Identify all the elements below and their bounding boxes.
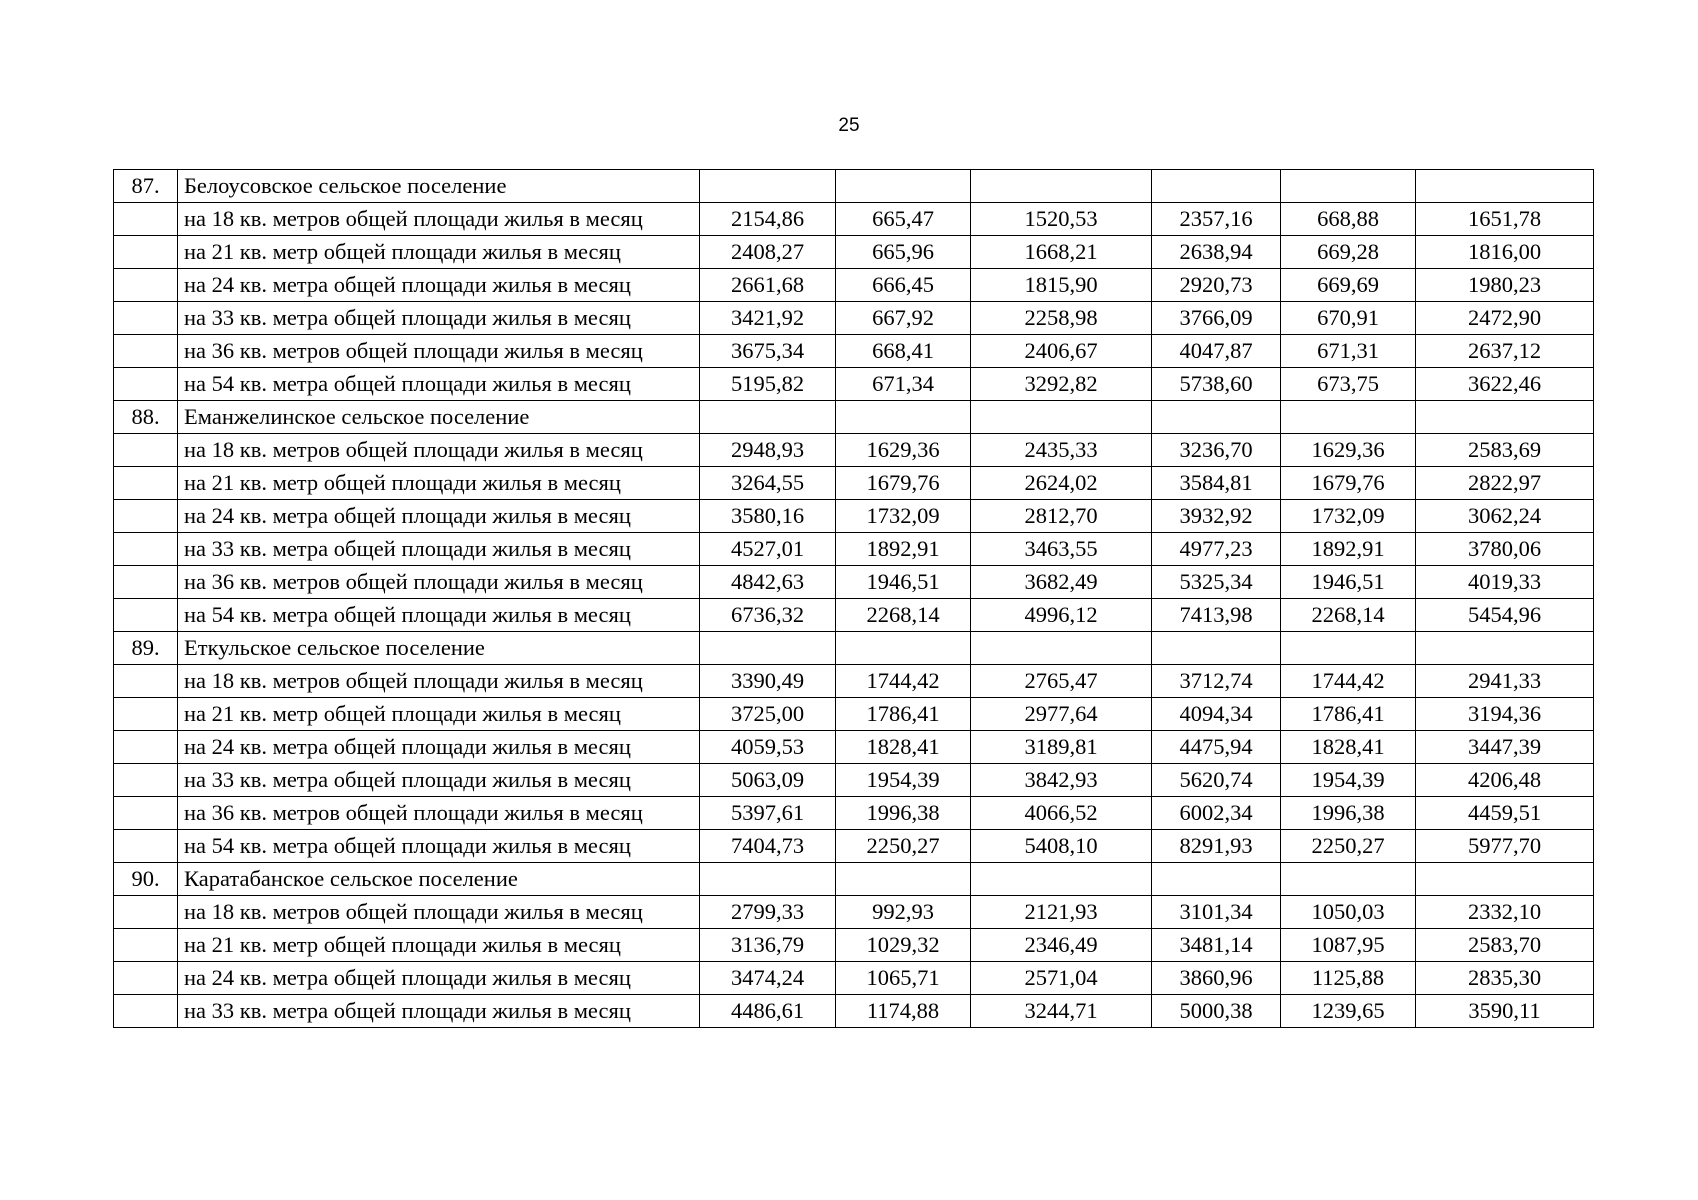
value-cell: 3292,82	[971, 368, 1152, 401]
row-label: на 33 кв. метра общей площади жилья в месяц	[178, 302, 700, 335]
value-cell: 3682,49	[971, 566, 1152, 599]
value-cell: 1679,76	[1281, 467, 1416, 500]
value-cell: 1946,51	[1281, 566, 1416, 599]
section-number: 87.	[114, 170, 178, 203]
value-cell: 3622,46	[1416, 368, 1594, 401]
row-label: на 54 кв. метра общей площади жилья в месяц	[178, 599, 700, 632]
table-row	[114, 962, 1594, 995]
empty-cell	[836, 401, 971, 434]
value-cell: 8291,93	[1152, 830, 1281, 863]
empty-number-cell	[114, 236, 178, 269]
value-cell: 2812,70	[971, 500, 1152, 533]
value-cell: 665,96	[836, 236, 971, 269]
value-cell: 1065,71	[836, 962, 971, 995]
empty-number-cell	[114, 995, 178, 1028]
value-cell: 3447,39	[1416, 731, 1594, 764]
value-cell: 3860,96	[1152, 962, 1281, 995]
table-row	[114, 203, 1594, 236]
tariff-table-body	[114, 170, 1594, 1028]
value-cell: 3725,00	[700, 698, 836, 731]
value-cell: 2268,14	[836, 599, 971, 632]
value-cell: 5977,70	[1416, 830, 1594, 863]
value-cell: 3481,14	[1152, 929, 1281, 962]
value-cell: 2977,64	[971, 698, 1152, 731]
value-cell: 3712,74	[1152, 665, 1281, 698]
table-row	[114, 566, 1594, 599]
section-number: 88.	[114, 401, 178, 434]
row-label: на 36 кв. метров общей площади жилья в месяц	[178, 335, 700, 368]
table-row	[114, 302, 1594, 335]
empty-cell	[836, 632, 971, 665]
empty-cell	[1152, 863, 1281, 896]
row-label: на 54 кв. метра общей площади жилья в месяц	[178, 830, 700, 863]
value-cell: 666,45	[836, 269, 971, 302]
value-cell: 4996,12	[971, 599, 1152, 632]
value-cell: 2332,10	[1416, 896, 1594, 929]
empty-cell	[1416, 401, 1594, 434]
value-cell: 1892,91	[1281, 533, 1416, 566]
value-cell: 2357,16	[1152, 203, 1281, 236]
settlement-name: Каратабанское сельское поселение	[178, 863, 700, 896]
table-row	[114, 665, 1594, 698]
value-cell: 2583,69	[1416, 434, 1594, 467]
value-cell: 4486,61	[700, 995, 836, 1028]
value-cell: 4019,33	[1416, 566, 1594, 599]
empty-number-cell	[114, 467, 178, 500]
value-cell: 5325,34	[1152, 566, 1281, 599]
value-cell: 5454,96	[1416, 599, 1594, 632]
value-cell: 992,93	[836, 896, 971, 929]
value-cell: 3236,70	[1152, 434, 1281, 467]
table-row	[114, 500, 1594, 533]
value-cell: 2799,33	[700, 896, 836, 929]
empty-cell	[1281, 170, 1416, 203]
value-cell: 4527,01	[700, 533, 836, 566]
value-cell: 1892,91	[836, 533, 971, 566]
value-cell: 669,28	[1281, 236, 1416, 269]
value-cell: 6002,34	[1152, 797, 1281, 830]
value-cell: 1050,03	[1281, 896, 1416, 929]
empty-number-cell	[114, 368, 178, 401]
row-label: на 24 кв. метра общей площади жилья в месяц	[178, 962, 700, 995]
empty-number-cell	[114, 962, 178, 995]
empty-cell	[836, 863, 971, 896]
section-number: 90.	[114, 863, 178, 896]
section-header-row	[114, 632, 1594, 665]
empty-cell	[971, 863, 1152, 896]
empty-number-cell	[114, 764, 178, 797]
table-row	[114, 731, 1594, 764]
value-cell: 1828,41	[836, 731, 971, 764]
section-header-row	[114, 863, 1594, 896]
value-cell: 2250,27	[836, 830, 971, 863]
value-cell: 4094,34	[1152, 698, 1281, 731]
row-label: на 21 кв. метр общей площади жилья в месяц	[178, 236, 700, 269]
row-label: на 33 кв. метра общей площади жилья в месяц	[178, 764, 700, 797]
value-cell: 670,91	[1281, 302, 1416, 335]
value-cell: 2258,98	[971, 302, 1152, 335]
row-label: на 21 кв. метр общей площади жилья в месяц	[178, 929, 700, 962]
empty-cell	[1416, 170, 1594, 203]
value-cell: 4059,53	[700, 731, 836, 764]
value-cell: 1946,51	[836, 566, 971, 599]
empty-number-cell	[114, 830, 178, 863]
empty-number-cell	[114, 731, 178, 764]
row-label: на 33 кв. метра общей площади жилья в месяц	[178, 533, 700, 566]
value-cell: 2472,90	[1416, 302, 1594, 335]
table-row	[114, 467, 1594, 500]
tariff-table	[113, 169, 1594, 1028]
empty-cell	[971, 170, 1152, 203]
value-cell: 4459,51	[1416, 797, 1594, 830]
value-cell: 4842,63	[700, 566, 836, 599]
table-row	[114, 236, 1594, 269]
value-cell: 1087,95	[1281, 929, 1416, 962]
empty-cell	[700, 401, 836, 434]
section-header-row	[114, 401, 1594, 434]
value-cell: 4475,94	[1152, 731, 1281, 764]
row-label: на 36 кв. метров общей площади жилья в месяц	[178, 566, 700, 599]
table-row	[114, 599, 1594, 632]
value-cell: 3580,16	[700, 500, 836, 533]
value-cell: 1668,21	[971, 236, 1152, 269]
empty-cell	[971, 632, 1152, 665]
value-cell: 673,75	[1281, 368, 1416, 401]
table-row	[114, 368, 1594, 401]
value-cell: 1815,90	[971, 269, 1152, 302]
value-cell: 3474,24	[700, 962, 836, 995]
row-label: на 33 кв. метра общей площади жилья в месяц	[178, 995, 700, 1028]
value-cell: 1996,38	[1281, 797, 1416, 830]
value-cell: 2408,27	[700, 236, 836, 269]
empty-cell	[700, 632, 836, 665]
value-cell: 669,69	[1281, 269, 1416, 302]
settlement-name: Еткульское сельское поселение	[178, 632, 700, 665]
value-cell: 1174,88	[836, 995, 971, 1028]
value-cell: 4047,87	[1152, 335, 1281, 368]
value-cell: 1996,38	[836, 797, 971, 830]
value-cell: 5620,74	[1152, 764, 1281, 797]
value-cell: 1732,09	[1281, 500, 1416, 533]
value-cell: 2765,47	[971, 665, 1152, 698]
empty-cell	[1152, 632, 1281, 665]
row-label: на 18 кв. метров общей площади жилья в месяц	[178, 896, 700, 929]
value-cell: 3584,81	[1152, 467, 1281, 500]
value-cell: 5397,61	[700, 797, 836, 830]
value-cell: 2268,14	[1281, 599, 1416, 632]
value-cell: 5195,82	[700, 368, 836, 401]
value-cell: 2583,70	[1416, 929, 1594, 962]
table-row	[114, 335, 1594, 368]
value-cell: 2406,67	[971, 335, 1152, 368]
row-label: на 18 кв. метров общей площади жилья в месяц	[178, 203, 700, 236]
empty-number-cell	[114, 203, 178, 236]
table-row	[114, 269, 1594, 302]
value-cell: 2822,97	[1416, 467, 1594, 500]
row-label: на 36 кв. метров общей площади жилья в месяц	[178, 797, 700, 830]
value-cell: 1029,32	[836, 929, 971, 962]
value-cell: 2624,02	[971, 467, 1152, 500]
empty-number-cell	[114, 500, 178, 533]
empty-cell	[1152, 401, 1281, 434]
value-cell: 3766,09	[1152, 302, 1281, 335]
value-cell: 2638,94	[1152, 236, 1281, 269]
table-row	[114, 698, 1594, 731]
row-label: на 18 кв. метров общей площади жилья в месяц	[178, 434, 700, 467]
value-cell: 671,34	[836, 368, 971, 401]
value-cell: 2154,86	[700, 203, 836, 236]
value-cell: 3675,34	[700, 335, 836, 368]
table-row	[114, 533, 1594, 566]
value-cell: 1980,23	[1416, 269, 1594, 302]
value-cell: 5408,10	[971, 830, 1152, 863]
value-cell: 1732,09	[836, 500, 971, 533]
value-cell: 2571,04	[971, 962, 1152, 995]
empty-number-cell	[114, 698, 178, 731]
value-cell: 668,88	[1281, 203, 1416, 236]
empty-number-cell	[114, 566, 178, 599]
empty-cell	[1281, 863, 1416, 896]
value-cell: 2661,68	[700, 269, 836, 302]
value-cell: 3421,92	[700, 302, 836, 335]
row-label: на 24 кв. метра общей площади жилья в месяц	[178, 731, 700, 764]
value-cell: 2121,93	[971, 896, 1152, 929]
value-cell: 3244,71	[971, 995, 1152, 1028]
empty-number-cell	[114, 302, 178, 335]
empty-number-cell	[114, 896, 178, 929]
value-cell: 1629,36	[836, 434, 971, 467]
value-cell: 1816,00	[1416, 236, 1594, 269]
row-label: на 18 кв. метров общей площади жилья в месяц	[178, 665, 700, 698]
table-row	[114, 797, 1594, 830]
empty-number-cell	[114, 269, 178, 302]
value-cell: 7404,73	[700, 830, 836, 863]
value-cell: 6736,32	[700, 599, 836, 632]
value-cell: 2346,49	[971, 929, 1152, 962]
value-cell: 1125,88	[1281, 962, 1416, 995]
value-cell: 3189,81	[971, 731, 1152, 764]
empty-cell	[1281, 632, 1416, 665]
value-cell: 4977,23	[1152, 533, 1281, 566]
table-row	[114, 929, 1594, 962]
value-cell: 5000,38	[1152, 995, 1281, 1028]
value-cell: 1786,41	[1281, 698, 1416, 731]
settlement-name: Белоусовское сельское поселение	[178, 170, 700, 203]
value-cell: 1629,36	[1281, 434, 1416, 467]
empty-number-cell	[114, 929, 178, 962]
value-cell: 3101,34	[1152, 896, 1281, 929]
value-cell: 3194,36	[1416, 698, 1594, 731]
table-row	[114, 896, 1594, 929]
empty-number-cell	[114, 335, 178, 368]
value-cell: 3062,24	[1416, 500, 1594, 533]
empty-cell	[700, 170, 836, 203]
value-cell: 7413,98	[1152, 599, 1281, 632]
value-cell: 4066,52	[971, 797, 1152, 830]
value-cell: 1954,39	[1281, 764, 1416, 797]
row-label: на 24 кв. метра общей площади жилья в месяц	[178, 269, 700, 302]
empty-cell	[1152, 170, 1281, 203]
table-row	[114, 764, 1594, 797]
value-cell: 4206,48	[1416, 764, 1594, 797]
empty-number-cell	[114, 434, 178, 467]
table-row	[114, 830, 1594, 863]
empty-number-cell	[114, 665, 178, 698]
value-cell: 3932,92	[1152, 500, 1281, 533]
value-cell: 1786,41	[836, 698, 971, 731]
value-cell: 3136,79	[700, 929, 836, 962]
value-cell: 2637,12	[1416, 335, 1594, 368]
page-number: 25	[838, 115, 860, 136]
value-cell: 1651,78	[1416, 203, 1594, 236]
section-header-row	[114, 170, 1594, 203]
value-cell: 1744,42	[1281, 665, 1416, 698]
value-cell: 1828,41	[1281, 731, 1416, 764]
row-label: на 21 кв. метр общей площади жилья в месяц	[178, 698, 700, 731]
value-cell: 2920,73	[1152, 269, 1281, 302]
settlement-name: Еманжелинское сельское поселение	[178, 401, 700, 434]
value-cell: 2250,27	[1281, 830, 1416, 863]
value-cell: 1744,42	[836, 665, 971, 698]
section-number: 89.	[114, 632, 178, 665]
value-cell: 5738,60	[1152, 368, 1281, 401]
value-cell: 2948,93	[700, 434, 836, 467]
value-cell: 3842,93	[971, 764, 1152, 797]
row-label: на 54 кв. метра общей площади жилья в месяц	[178, 368, 700, 401]
table-row	[114, 995, 1594, 1028]
value-cell: 667,92	[836, 302, 971, 335]
empty-cell	[836, 170, 971, 203]
value-cell: 3780,06	[1416, 533, 1594, 566]
empty-number-cell	[114, 599, 178, 632]
value-cell: 2941,33	[1416, 665, 1594, 698]
empty-cell	[1416, 632, 1594, 665]
value-cell: 5063,09	[700, 764, 836, 797]
value-cell: 3590,11	[1416, 995, 1594, 1028]
value-cell: 671,31	[1281, 335, 1416, 368]
row-label: на 24 кв. метра общей площади жилья в месяц	[178, 500, 700, 533]
value-cell: 2435,33	[971, 434, 1152, 467]
value-cell: 1520,53	[971, 203, 1152, 236]
empty-cell	[1416, 863, 1594, 896]
value-cell: 3463,55	[971, 533, 1152, 566]
empty-cell	[1281, 401, 1416, 434]
row-label: на 21 кв. метр общей площади жилья в месяц	[178, 467, 700, 500]
value-cell: 3390,49	[700, 665, 836, 698]
table-row	[114, 434, 1594, 467]
value-cell: 665,47	[836, 203, 971, 236]
empty-number-cell	[114, 797, 178, 830]
value-cell: 1679,76	[836, 467, 971, 500]
value-cell: 668,41	[836, 335, 971, 368]
value-cell: 3264,55	[700, 467, 836, 500]
value-cell: 1239,65	[1281, 995, 1416, 1028]
empty-cell	[700, 863, 836, 896]
empty-number-cell	[114, 533, 178, 566]
value-cell: 2835,30	[1416, 962, 1594, 995]
empty-cell	[971, 401, 1152, 434]
value-cell: 1954,39	[836, 764, 971, 797]
